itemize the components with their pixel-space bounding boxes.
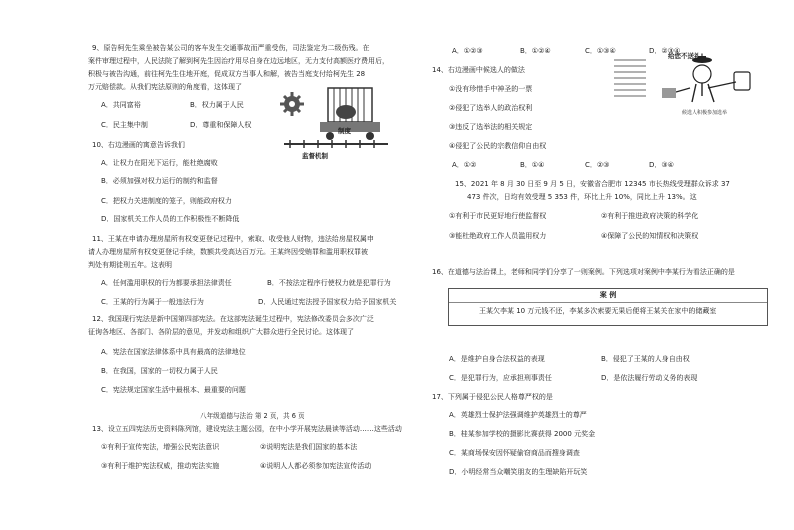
power-cage-cartoon: [280, 82, 390, 162]
q14-option-d: D．③④: [649, 161, 674, 169]
q16-option-c: C．是犯罪行为，应承担刑事责任: [449, 374, 552, 382]
q9-option-a: A．共同富裕: [101, 101, 141, 109]
q14-item-4: ④侵犯了公民的宗教信仰自由权: [449, 142, 547, 150]
q13-stem: 13、设立五四宪法历史资料陈列馆，建设宪法主题公园，在中小学开展宪法晨读等活动……这些活动: [92, 425, 402, 433]
q14-option-b: B．①④: [520, 161, 545, 169]
q13-option-c: C．①③④: [585, 47, 616, 55]
q9-stem-line-2: 案件审理过程中，人民法院了解到柯先生因治疗用尽自身在边远地区，无力支付高额医疗费用后，: [88, 57, 389, 65]
q10-option-c: C．把权力关进制度的笼子，则能政府权力: [101, 197, 232, 205]
case-title: 案 例: [449, 289, 767, 303]
q9-option-c: C．民主集中制: [101, 121, 148, 129]
q17-stem: 17、下列属于侵犯公民人格尊严权的是: [432, 393, 553, 401]
q13-item-1: ①有利于宣传宪法，增强公民宪法意识: [101, 443, 220, 451]
q9-stem-line-3: 积极与被告沟通，前往柯先生住地开庭，促成双方当事人和解，被告当庭支付给柯先生 28: [88, 70, 366, 78]
q12-option-c: C．宪法规定国家生活中最根本、最重要的问题: [101, 386, 246, 394]
q11-option-d: D．人民通过宪法授予国家权力给予国家机关: [258, 298, 397, 306]
case-body: 王某欠李某 10 万元钱不还，李某多次索要无果后便将王某关在家中的储藏室: [479, 307, 717, 316]
q15-stem-line-1: 15、2021 年 8 月 30 日至 9 月 5 日，安徽省合肥市 12345 市长热线受理群众诉求 37: [455, 180, 730, 188]
q9-option-b: B．权力属于人民: [190, 101, 244, 109]
q12-option-a: A．宪法在国家法律体系中具有最高的法律地位: [101, 348, 246, 356]
q16-stem: 16、在道德与法治课上，老师和同学们分享了一则案例。下列选项对案例中李某行为看法正确的是: [432, 268, 735, 276]
cartoon-note: 候选人积极参加选举: [682, 110, 728, 116]
q12-stem-line-1: 12、我国现行宪法是新中国第四部宪法。在这部宪法诞生过程中，宪法修改委员会多次广泛: [92, 315, 374, 323]
q10-stem: 10、右边漫画的寓意告诉我们: [92, 141, 185, 149]
q11-stem-line-3: 判处有期徒刑五年。这表明: [88, 261, 172, 269]
q17-option-d: D．小明经常当众嘲笑朋友的生理缺陷开玩笑: [449, 468, 588, 476]
q13-option-a: A．①②③: [452, 47, 483, 55]
q15-item-3: ③能杜绝政府工作人员滥用权力: [449, 232, 547, 240]
q9-stem-line-1: 9、原告柯先生乘坐被告某公司的客车发生交通事故而严重受伤，司法鉴定为二级伤残。在: [92, 44, 370, 52]
q11-option-a: A．任何滥用职权的行为都要承担法律责任: [101, 279, 232, 287]
q10-option-d: D．国家机关工作人员的工作积极性不断降低: [101, 215, 240, 223]
q14-option-c: C．②③: [585, 161, 610, 169]
q15-stem-line-2: 473 件次，日均有效受理 5 353 件，环比上升 10%，同比上升 13%。这: [467, 193, 697, 201]
cartoon-label-system: 制度: [338, 127, 351, 135]
cartoon-label-supervision: 监督机制: [302, 152, 328, 160]
q11-stem-line-1: 11、王某在申请办理房屋所有权变更登记过程中，索取、收受他人财物，违法给房屋权属申: [92, 235, 374, 243]
q17-option-c: C．某商场保安因怀疑偷窃商品而搜身调查: [449, 449, 580, 457]
q14-stem: 14、右边漫画中候选人的做法: [432, 66, 525, 74]
q10-option-b: B．必须加强对权力运行的制约和监督: [101, 177, 218, 185]
case-box: [448, 288, 768, 326]
q11-stem-line-2: 请人办理房屋所有权变更登记手续，数额共受高达百万元。王某终因受贿罪和滥用职权罪被: [88, 248, 368, 256]
q13-item-3: ③有利于维护宪法权威，推动宪法实施: [101, 462, 220, 470]
q14-item-3: ③违反了选举法的相关规定: [449, 123, 533, 131]
q15-item-4: ④保障了公民的知情权和决策权: [601, 232, 699, 240]
q10-option-a: A．让权力在阳光下运行，能杜绝腐败: [101, 159, 218, 167]
q16-option-a: A．是维护自身合法权益的表现: [449, 355, 545, 363]
page-footer: 八年级道德与法治 第 2 页，共 6 页: [200, 412, 305, 420]
cartoon-caption: 给您不送礼!: [668, 52, 704, 60]
q9-option-d: D．尊重和保障人权: [190, 121, 252, 129]
q17-option-b: B．桂某参加学校的摄影比赛获得 2000 元奖金: [449, 430, 596, 438]
q12-stem-line-2: 征询各地区、各部门、各阶层的意见，并发动和组织广大群众进行全民讨论。这体现了: [88, 328, 354, 336]
q13-option-b: B．①②④: [520, 47, 551, 55]
q11-option-b: B．不按法定程序行使权力就是犯罪行为: [267, 279, 391, 287]
q13-option-d: D．②③④: [649, 47, 681, 55]
q14-item-2: ②侵犯了选举人的政治权利: [449, 104, 533, 112]
q13-item-2: ②说明宪法是我们国家的基本法: [260, 443, 358, 451]
gear-icon: [280, 92, 304, 116]
q17-option-a: A．英雄烈士保护法强调维护英雄烈士的尊严: [449, 411, 587, 419]
q12-option-b: B．在我国，国家的一切权力属于人民: [101, 367, 218, 375]
q16-option-b: B．侵犯了王某的人身自由权: [601, 355, 690, 363]
q15-item-1: ①有利于市民更好地行使监督权: [449, 212, 547, 220]
q13-item-4: ④说明人人都必须参加宪法宣传活动: [260, 462, 372, 470]
q16-option-d: D．是依法履行劳动义务的表现: [601, 374, 698, 382]
q14-option-a: A．①②: [452, 161, 477, 169]
q9-stem-line-4: 万元赔偿款。从我们宪法原则的角度看，这体现了: [88, 83, 242, 91]
q11-option-c: C．王某的行为属于一般违法行为: [101, 298, 204, 306]
q14-item-1: ①没有珍惜手中神圣的一票: [449, 85, 533, 93]
q15-item-2: ②有利于推进政府决策的科学化: [601, 212, 699, 220]
